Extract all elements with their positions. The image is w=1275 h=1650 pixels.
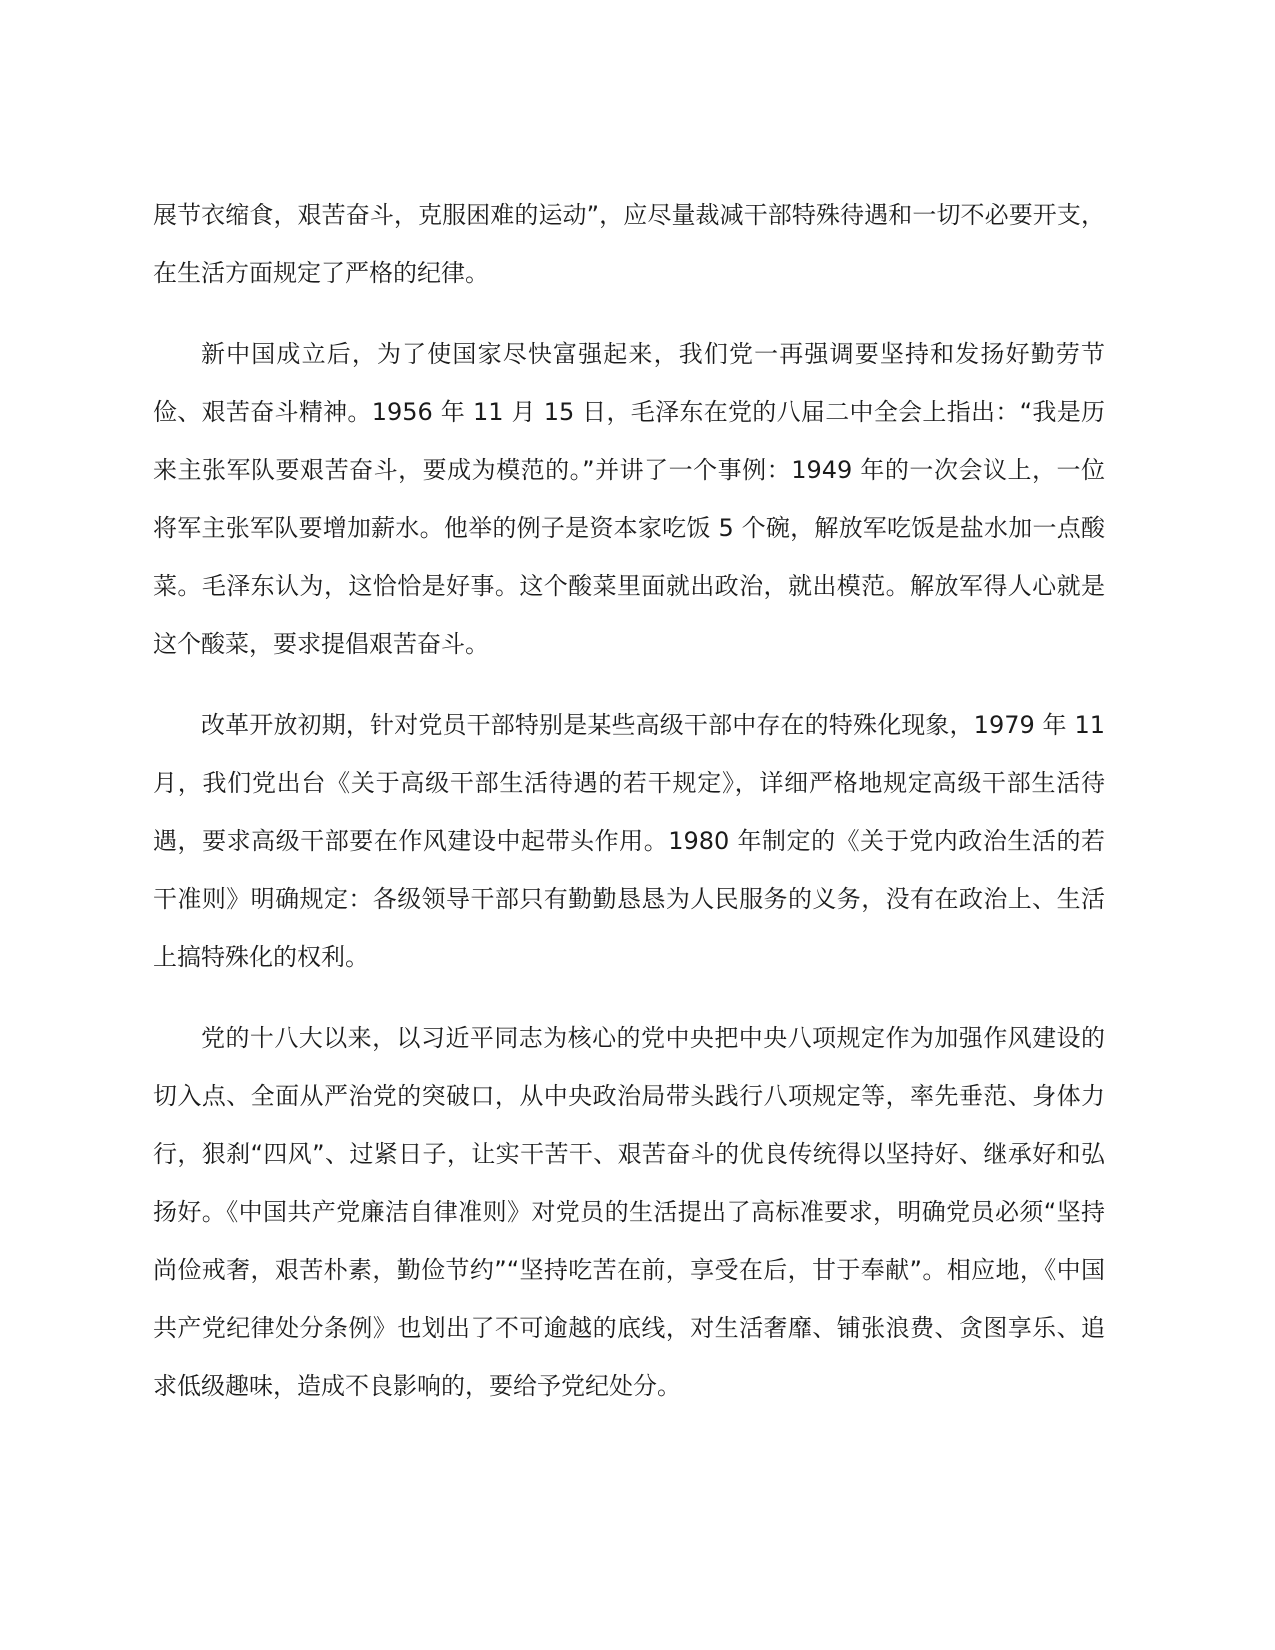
document-body [153, 186, 1105, 1438]
paragraph-reform-and-opening: 改革开放初期，针对党员干部特别是某些高级干部中存在的特殊化现象，1979 年 11 月，我们党出台《关于高级干部生活待遇的若干规定》，详细严格地规定高级干部生活待遇，要求高级干部要在作风建设中起带头作用。1980 年制定的《关于党内政治生活的若干准则》明确规定：各级领导干部只有勤勤恳恳为人民服务的义务，没有在政治上、生活上搞特殊化的权利。 [153, 711, 1105, 971]
paragraph-continued: 展节衣缩食，艰苦奋斗，克服困难的运动”，应尽量裁减干部特殊待遇和一切不必要开支，在生活方面规定了严格的纪律。 [153, 201, 1105, 287]
paragraph-since-18th-congress: 党的十八大以来，以习近平同志为核心的党中央把中央八项规定作为加强作风建设的切入点、全面从严治党的突破口，从中央政治局带头践行八项规定等，率先垂范、身体力行，狠刹“四风”、过紧日子，让实干苦干、艰苦奋斗的优良传统得以坚持好、继承好和弘扬好。《中国共产党廉洁自律准则》对党员的生活提出了高标准要求，明确党员必须“坚持尚俭戒奢，艰苦朴素，勤俭节约”“坚持吃苦在前，享受在后，甘于奉献”。相应地，《中国共产党纪律处分条例》也划出了不可逾越的底线，对生活奢靡、铺张浪费、贪图享乐、追求低级趣味，造成不良影响的，要给予党纪处分。 [153, 1024, 1105, 1400]
paragraph-founding-of-new-china: 新中国成立后，为了使国家尽快富强起来，我们党一再强调要坚持和发扬好勤劳节俭、艰苦奋斗精神。1956 年 11 月 15 日，毛泽东在党的八届二中全会上指出：“我是历来主张军队要艰苦奋斗，要成为模范的。”并讲了一个事例：1949 年的一次会议上，一位将军主张军队要增加薪水。他举的例子是资本家吃饭 5 个碗，解放军吃饭是盐水加一点酸菜。毛泽东认为，这恰恰是好事。这个酸菜里面就出政治，就出模范。解放军得人心就是这个酸菜，要求提倡艰苦奋斗。 [153, 340, 1105, 658]
